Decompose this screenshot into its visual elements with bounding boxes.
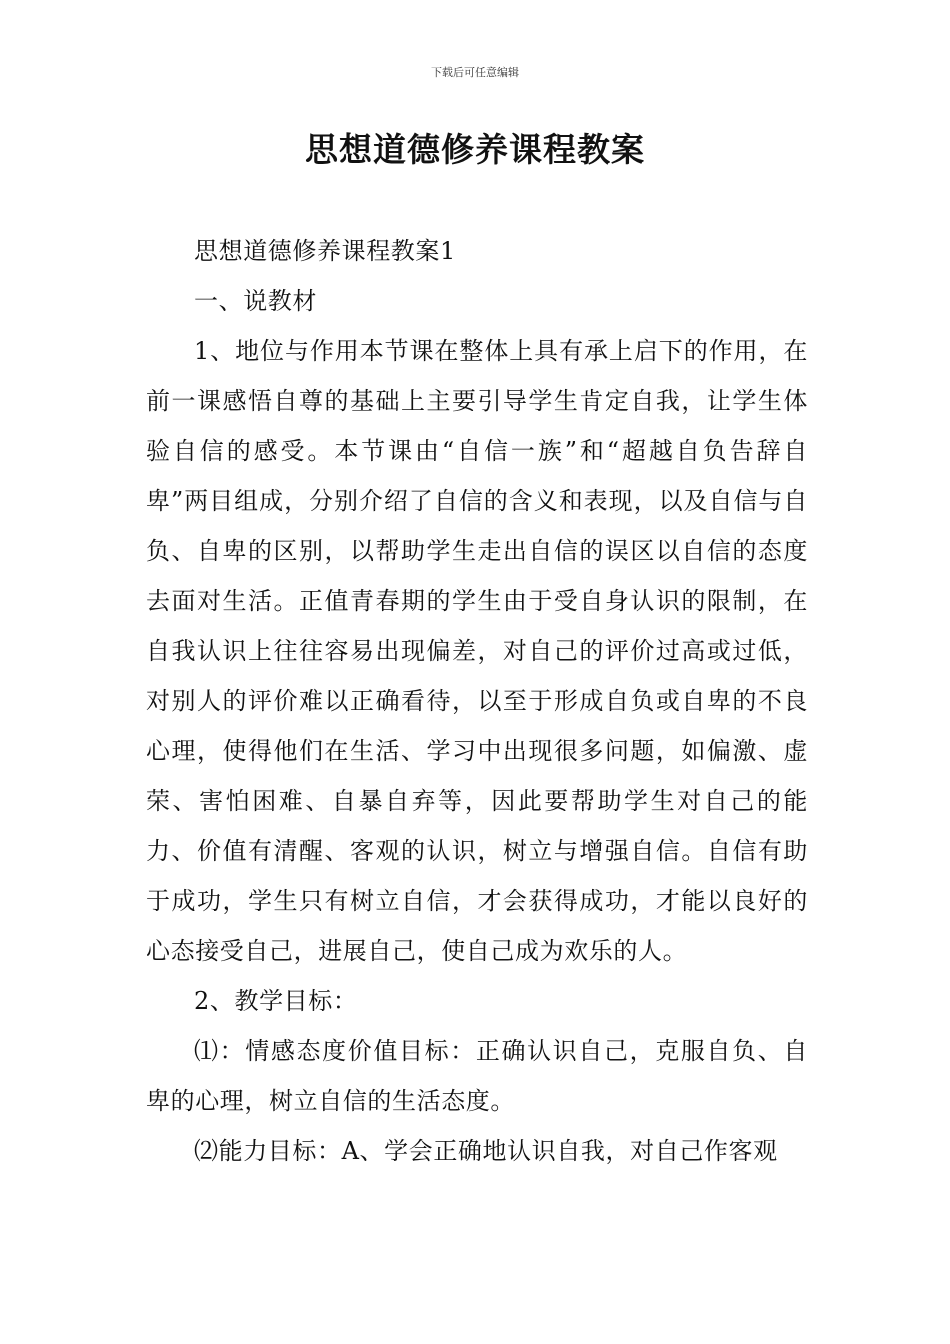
body-paragraph: 1、地位与作用本节课在整体上具有承上启下的作用，在前一课感悟自尊的基础上主要引导学生肯定自我，让学生体验自信的感受。本节课由“自信一族”和“超越自负告辞自卑”两目组成，分别介绍了自信的含义和表现，以及自信与自负、自卑的区别，以帮助学生走出自信的误区以自信的态度去面对生活。正值青春期的学生由于受自身认识的限制，在自我认识上往往容易出现偏差，对自己的评价过高或过低，对别人的评价难以正确看待，以至于形成自负或自卑的不良心理，使得他们在生活、学习中出现很多问题，如偏激、虚荣、害怕困难、自暴自弃等，因此要帮助学生对自己的能力、价值有清醒、客观的认识，树立与增强自信。自信有助于成功，学生只有树立自信，才会获得成功，才能以良好的心态接受自己，进展自己，使自己成为欢乐的人。 bbox=[146, 337, 808, 965]
subsection-heading: 2、教学目标： bbox=[194, 987, 358, 1015]
body-paragraph: ⑴：情感态度价值目标：正确认识自己，克服自负、自卑的心理，树立自信的生活态度。 bbox=[146, 1037, 808, 1115]
body-paragraph: ⑵能力目标：A、学会正确地认识自我，对自己作客观 bbox=[194, 1137, 778, 1165]
subsection-heading: 一、说教材 bbox=[194, 287, 317, 315]
document-title: 思想道德修养课程教案 bbox=[305, 130, 645, 169]
document-body bbox=[146, 226, 808, 1176]
section-heading: 思想道德修养课程教案1 bbox=[194, 237, 456, 265]
header-note: 下载后可任意编辑 bbox=[431, 66, 519, 79]
